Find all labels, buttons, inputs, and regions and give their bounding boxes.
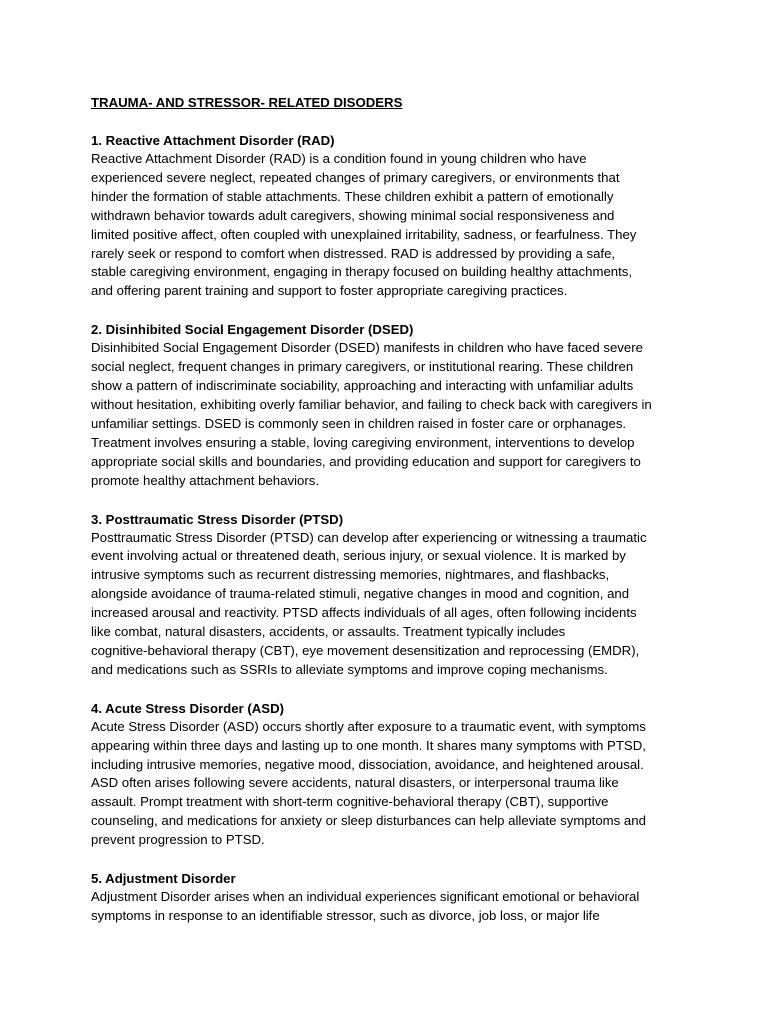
body-line: assault. Prompt treatment with short-term cognitive-behavioral therapy (CBT), supportive	[91, 794, 609, 810]
body-line: limited positive affect, often coupled with unexplained irritability, sadness, or fearfulness. They	[91, 226, 637, 242]
body-line: ASD often arises following severe accidents, natural disasters, or interpersonal trauma like	[91, 775, 619, 791]
body-line: prevent progression to PTSD.	[91, 832, 265, 848]
body-line: alongside avoidance of trauma-related stimuli, negative changes in mood and cognition, and	[91, 586, 630, 602]
body-line: symptoms in response to an identifiable stressor, such as divorce, job loss, or major life	[91, 908, 600, 923]
section-heading: 5. Adjustment Disorder	[91, 871, 236, 887]
section-heading: 4. Acute Stress Disorder (ASD)	[91, 700, 284, 716]
body-line: show a pattern of indiscriminate sociability, approaching and interacting with unfamiliar adults	[91, 378, 634, 394]
body-line: Treatment involves ensuring a stable, loving caregiving environment, interventions to develop	[91, 434, 635, 450]
section-heading: 1. Reactive Attachment Disorder (RAD)	[91, 133, 335, 148]
body-line: Posttraumatic Stress Disorder (PTSD) can develop after experiencing or witnessing a traumatic	[91, 529, 647, 545]
section-heading: 2. Disinhibited Social Engagement Disorder (DSED)	[91, 322, 414, 338]
body-line: without hesitation, exhibiting overly familiar behavior, and failing to check back with caregivers in	[91, 396, 652, 412]
body-line: like combat, natural disasters, accidents, or assaults. Treatment typically includes	[91, 624, 566, 640]
section-rad	[91, 131, 691, 301]
section-dsed	[91, 320, 691, 490]
body-line: social neglect, frequent changes in primary caregivers, or institutional rearing. These children	[91, 359, 634, 375]
section-ptsd	[91, 510, 691, 680]
body-line: hinder the formation of stable attachments. These children exhibit a pattern of emotionally	[91, 188, 614, 204]
document-page	[91, 93, 691, 945]
body-line: increased arousal and reactivity. PTSD affects individuals of all ages, often following incidents	[91, 605, 637, 621]
body-line: and offering parent training and support to foster appropriate caregiving practices.	[91, 283, 568, 299]
body-line: appearing within three days and lasting up to one month. It shares many symptoms with PTSD,	[91, 737, 646, 753]
body-line: and medications such as SSRIs to alleviate symptoms and improve coping mechanisms.	[91, 661, 608, 677]
body-line: Adjustment Disorder arises when an individual experiences significant emotional or behavioral	[91, 889, 640, 905]
body-line: Disinhibited Social Engagement Disorder (DSED) manifests in children who have faced severe	[91, 340, 643, 356]
body-line: including intrusive memories, negative mood, dissociation, avoidance, and heightened arousal.	[91, 756, 644, 772]
body-line: stable caregiving environment, engaging in therapy focused on building healthy attachments,	[91, 264, 633, 280]
body-line: promote healthy attachment behaviors.	[91, 472, 319, 488]
body-line: Acute Stress Disorder (ASD) occurs shortly after exposure to a traumatic event, with symptoms	[91, 718, 646, 734]
body-line: appropriate social skills and boundaries, and providing education and support for caregivers to	[91, 453, 641, 469]
body-line: Reactive Attachment Disorder (RAD) is a condition found in young children who have	[91, 151, 587, 166]
body-line: rarely seek or respond to comfort when distressed. RAD is addressed by providing a safe,	[91, 245, 616, 261]
body-line: cognitive-behavioral therapy (CBT), eye movement desensitization and reprocessing (EMDR),	[91, 642, 640, 658]
section-heading: 3. Posttraumatic Stress Disorder (PTSD)	[91, 511, 344, 527]
body-line: experienced severe neglect, repeated changes of primary caregivers, or environments that	[91, 169, 620, 185]
body-line: counseling, and medications for anxiety or sleep disturbances can help alleviate symptoms and	[91, 813, 646, 829]
section-adjustment-disorder	[91, 869, 691, 926]
body-line: withdrawn behavior towards adult caregivers, showing minimal social responsiveness and	[91, 207, 615, 223]
body-line: event involving actual or threatened death, serious injury, or sexual violence. It is marked by	[91, 548, 626, 564]
body-line: intrusive symptoms such as recurrent distressing memories, nightmares, and flashbacks,	[91, 567, 610, 583]
document-title: TRAUMA- AND STRESSOR- RELATED DISODERS	[91, 95, 403, 110]
body-line: unfamiliar settings. DSED is commonly seen in children raised in foster care or orphanages.	[91, 415, 627, 431]
section-asd	[91, 699, 691, 850]
